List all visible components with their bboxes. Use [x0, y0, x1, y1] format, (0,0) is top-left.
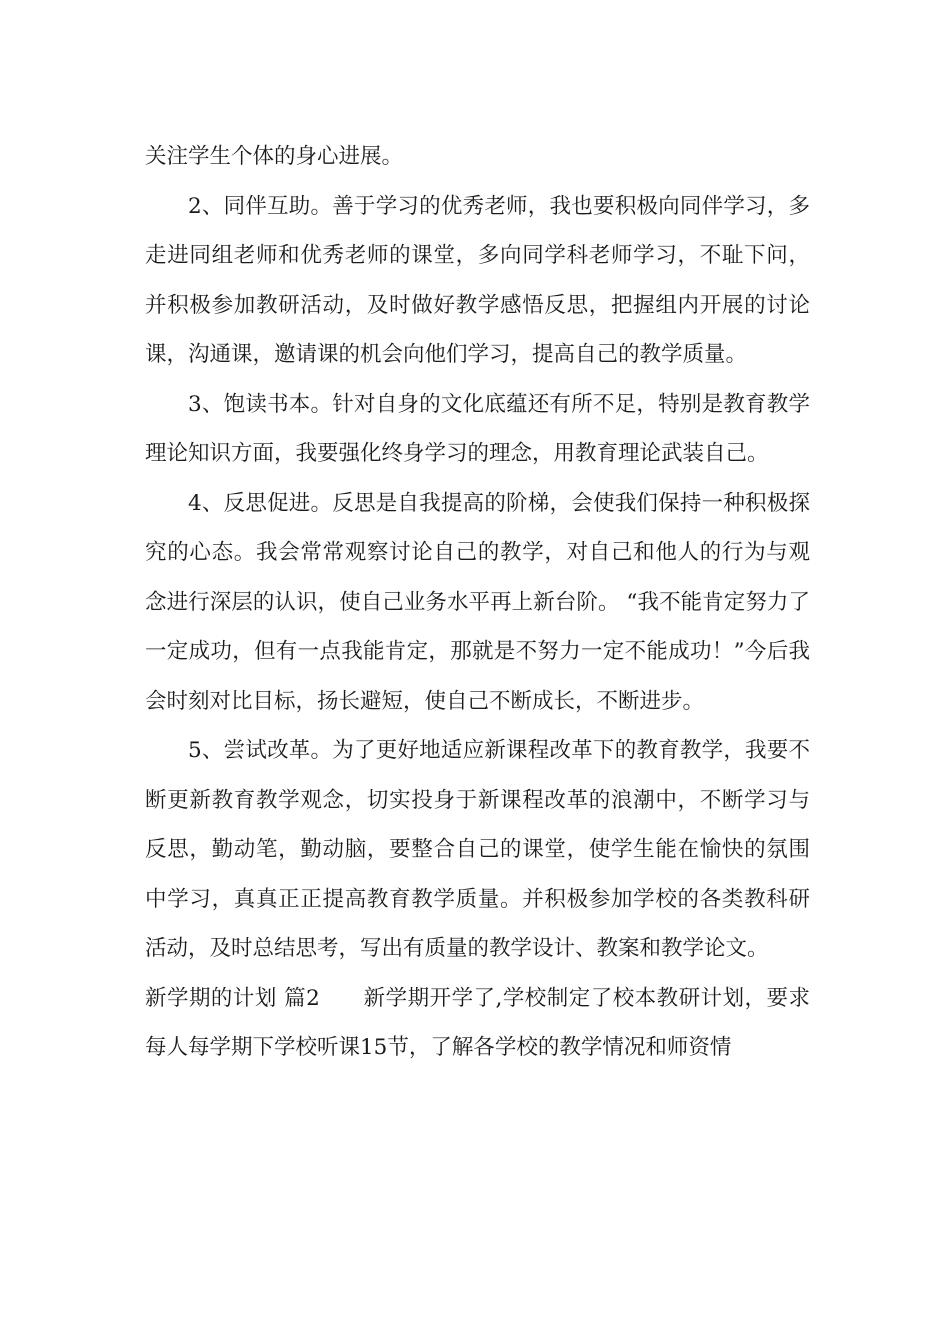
paragraph-peer-assistance: 2、同伴互助。善于学习的优秀老师，我也要积极向同伴学习，多走进同组老师和优秀老师的课堂，多向同学科老师学习，不耻下问，并积极参加教研活动，及时做好教学感悟反思，把握组内开展的讨论课，沟通课，邀请课的机会向他们学习，提高自己的教学质量。: [145, 193, 810, 367]
document-body: [145, 132, 810, 1073]
paragraph-reform: 5、尝试改革。为了更好地适应新课程改革下的教育教学，我要不断更新教育教学观念，切实投身于新课程改革的浪潮中，不断学习与反思，勤动笔，勤动脑，要整合自己的课堂，使学生能在愉快的氛围中学习，真真正正提高教育教学质量。并积极参加学校的各类教科研活动，及时总结思考，写出有质量的教学设计、教案和教学论文。: [145, 738, 810, 961]
section-paragraph: [145, 974, 810, 1073]
section-heading: 新学期的计划 篇2: [145, 985, 320, 1011]
paragraph-continuation: 关注学生个体的身心进展。: [145, 144, 404, 169]
paragraph-reading: 3、饱读书本。针对自身的文化底蕴还有所不足，特别是教育教学理论知识方面，我要强化终身学习的理念，用教育理论武装自己。: [145, 391, 810, 466]
section-text: 新学期开学了,学校制定了校本教研计划，要求每人每学期下学校听课15节，了解各学校的教学情况和师资情: [145, 985, 810, 1060]
paragraph-reflection: 4、反思促进。反思是自我提高的阶梯，会使我们保持一种积极探究的心态。我会常常观察讨论自己的教学，对自己和他人的行为与观念进行深层的认识，使自己业务水平再上新台阶。 “我不能肯定努力了一定成功，但有一点我能肯定，那就是不努力一定不能成功！”今后我会时刻对比目标，扬长避短，使自己不断成长，不断进步。: [145, 490, 810, 714]
